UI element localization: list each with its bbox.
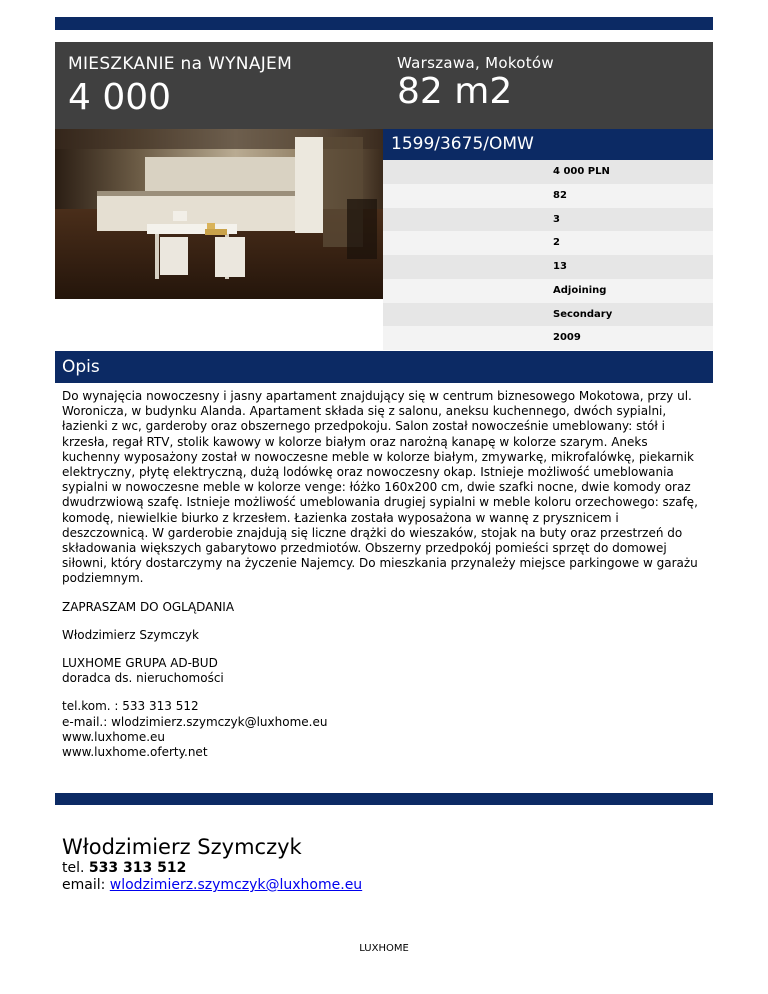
company-name: LUXHOME GRUPA AD-BUD xyxy=(62,656,218,671)
contact-web-2: www.luxhome.oferty.net xyxy=(62,745,208,760)
price-short: 4 000 xyxy=(68,77,172,118)
description-agent-name: Włodzimierz Szymczyk xyxy=(62,627,199,642)
agent-name: Włodzimierz Szymczyk xyxy=(62,835,302,859)
description-invite: ZAPRASZAM DO OGLĄDANIA xyxy=(62,599,235,614)
agent-role: doradca ds. nieruchomości xyxy=(62,671,224,686)
detail-value: 3 xyxy=(553,213,560,225)
contact-phone: tel.kom. : 533 313 512 xyxy=(62,699,199,714)
detail-value: 4 000 PLN xyxy=(553,166,610,177)
description-heading: Opis xyxy=(55,351,713,383)
reference-number: 1599/3675/OMW xyxy=(383,129,713,160)
contact-email: e-mail.: wlodzimierz.szymczyk@luxhome.eu xyxy=(62,714,328,729)
header-left xyxy=(68,54,292,118)
agent-card xyxy=(62,834,362,894)
detail-row-price xyxy=(383,160,713,184)
detail-row-area xyxy=(383,184,713,208)
detail-value: 2009 xyxy=(553,332,581,344)
agent-email-line xyxy=(62,877,362,894)
apartment-photo xyxy=(55,129,383,299)
detail-row-kitchen xyxy=(383,279,713,303)
area: 82 m2 xyxy=(397,71,513,112)
detail-row-rooms xyxy=(383,208,713,232)
detail-value: 82 xyxy=(553,189,567,201)
detail-value: 2 xyxy=(553,237,560,249)
tel-label: tel. xyxy=(62,860,85,876)
detail-value: Secondary xyxy=(553,308,613,320)
top-accent-bar xyxy=(55,17,713,30)
detail-row-bedrooms xyxy=(383,231,713,255)
description xyxy=(62,389,706,773)
contact-web-1: www.luxhome.eu xyxy=(62,729,166,744)
details-table xyxy=(383,160,713,350)
location: Warszawa, Mokotów xyxy=(397,54,554,72)
agent-phone-line xyxy=(62,860,362,877)
footer-brand: LUXHOME xyxy=(359,943,409,954)
detail-value: Adjoining xyxy=(553,284,607,296)
listing-type: MIESZKANIE na WYNAJEM xyxy=(68,54,293,74)
agent-email-link[interactable]: wlodzimierz.szymczyk@luxhome.eu xyxy=(109,877,363,893)
listing-header xyxy=(55,42,713,129)
section-divider-bar xyxy=(55,793,713,805)
email-label: email: xyxy=(62,877,106,893)
description-contacts xyxy=(62,699,706,760)
agent-phone: 533 313 512 xyxy=(88,860,187,876)
detail-row-year xyxy=(383,326,713,350)
description-body: Do wynajęcia nowoczesny i jasny apartament znajdujący się w centrum biznesowego Mokotowa, przy ul. Woronicza, w budynku Alanda. Apartament składa się z salonu, aneksu kuchennego, dwóch sypialni, łazienki z wc, garderoby oraz obszernego przedpokoju. Salon został nowocześnie umeblowany: stół i krzesła, regał RTV, stolik kawowy w kolorze białym oraz narożną kanapę w kolorze szarym. Aneks kuchenny wyposażony został w nowoczesne meble w kolorze białym, zmywarkę, mikrofalówkę, piekarnik elektryczny, płytę elektryczną, dużą lodówkę oraz nowoczesny okap. Istnieje możliwość umeblowania sypialni w nowoczesne meble w kolorze venge: łóżko 160x200 cm, dwie szafki nocne, dwie komody oraz dwudrzwiową szafę. Istnieje możliwość umeblowania drugiej sypialni w meble koloru orzechowego: szafę, komodę, niewielkie biurko z krzesłem. Łazienka została wyposażona w wannę z prysznicem i deszczownicą. W garderobie znajdują się liczne drążki do wieszaków, stojak na buty oraz przestrzeń do składowania większych gabarytowo przedmiotów. Obszerny przedpokój pomieści sprzęt do domowej siłowni, który dostarczymy na życzenie Najemcy. Do mieszkania przynależy miejsce parkingowe w garażu podziemnym. xyxy=(62,389,698,586)
detail-row-market xyxy=(383,303,713,327)
header-right xyxy=(397,54,554,112)
detail-row-floor xyxy=(383,255,713,279)
description-company-block xyxy=(62,656,706,686)
detail-value: 13 xyxy=(553,261,567,272)
